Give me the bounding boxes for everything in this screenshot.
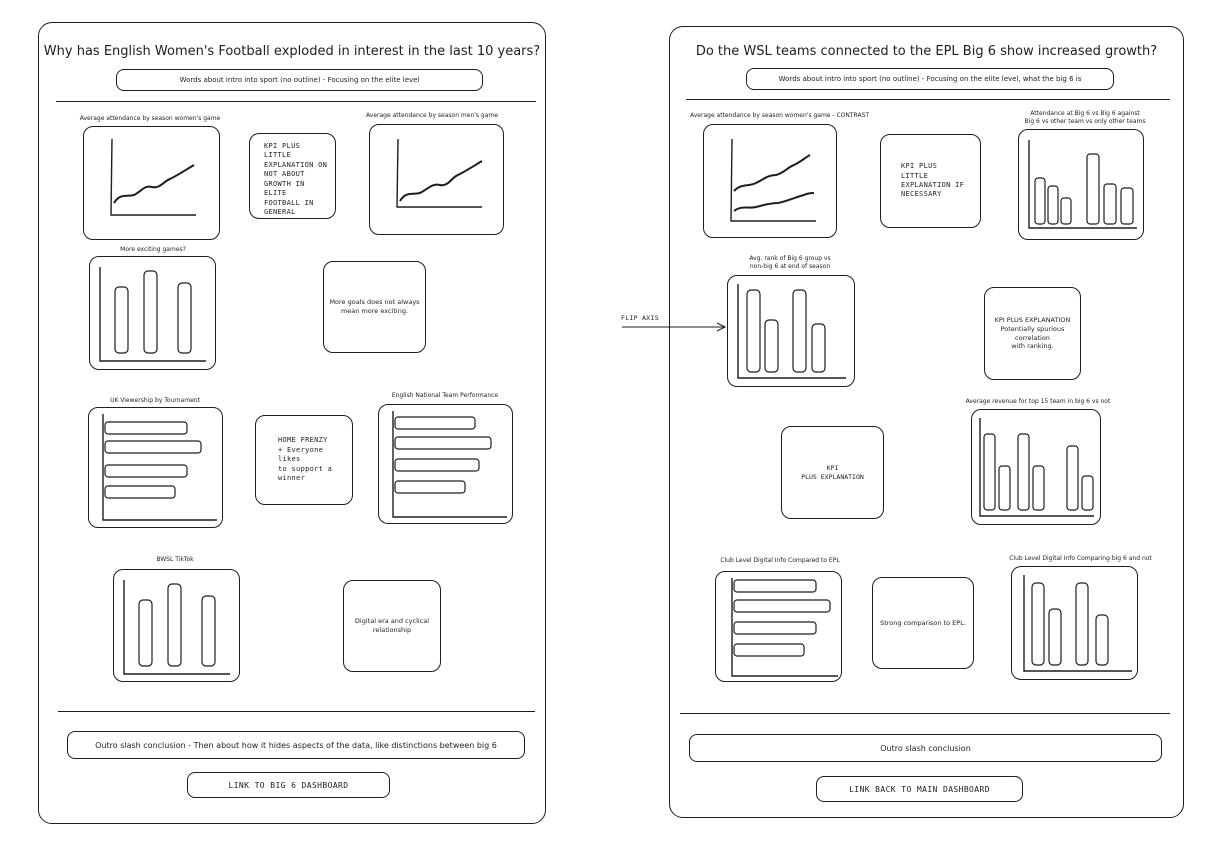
chart-club-epl — [715, 571, 842, 682]
chart-att-men-label: Average attendance by season men's game — [366, 112, 498, 119]
chart-club-epl-label: Club Level Digital Info Compared to EPL — [720, 557, 840, 564]
right-footer-divider — [680, 713, 1170, 714]
kpi-growth-text: KPI PLUS LITTLE EXPLANATION ON NOT ABOUT GROWTH IN ELITE FOOTBALL IN GENERAL — [264, 142, 328, 217]
kpi-plain — [781, 426, 884, 519]
chart-exciting — [89, 256, 216, 370]
note-home-text: HOME FRENZY + Everyone likes to support a winner — [278, 436, 333, 483]
note-digital-text: Digital era and cyclical relationship — [354, 617, 430, 634]
note-strong-text: Strong comparison to EPL. — [880, 618, 966, 627]
chart-exciting-label: More exciting games? — [120, 246, 186, 253]
kpi-plain-text: KPI PLUS EXPLANATION — [801, 463, 864, 481]
link-back-to-main-button[interactable]: LINK BACK TO MAIN DASHBOARD — [816, 776, 1023, 802]
chart-viewership — [88, 407, 223, 528]
link-to-big6-button[interactable]: LINK TO BIG 6 DASHBOARD — [187, 772, 390, 798]
kpi-growth — [249, 133, 336, 219]
left-outro-box: Outro slash conclusion - Then about how it hides aspects of the data, like distinctions between big 6 — [67, 731, 525, 759]
flip-axis-label: FLIP AXIS — [621, 314, 659, 322]
left-footer-divider — [58, 711, 535, 712]
note-home — [255, 415, 353, 505]
flip-axis-arrow-icon — [620, 318, 730, 330]
chart-revenue-label: Average revenue for top 15 team in big 6 vs not — [965, 398, 1111, 405]
chart-rank-label: Avg. rank of Big 6 group vs non-big 6 at end of season — [749, 255, 831, 270]
chart-national — [378, 404, 513, 524]
right-outro-box: Outro slash conclusion — [689, 734, 1162, 762]
chart-att-men — [369, 124, 504, 235]
chart-att-women — [83, 126, 220, 240]
chart-big6-att-label: Attendance at Big 6 vs Big 6 against Big 6 vs other team vs only other teams — [1024, 110, 1146, 125]
chart-rank — [727, 275, 855, 387]
kpi-necessary-text: KPI PLUS LITTLE EXPLANATION IF NECESSARY — [901, 162, 965, 199]
note-goals — [323, 261, 426, 353]
right-page-title: Do the WSL teams connected to the EPL Big 6 show increased growth? — [695, 44, 1158, 59]
right-intro-box: Words about intro into sport (no outline) - Focusing on the elite level, what the big 6 is — [746, 68, 1114, 90]
chart-tiktok — [113, 569, 240, 682]
chart-big6-att — [1018, 129, 1144, 240]
right-header-divider — [686, 99, 1170, 100]
kpi-spurious-text: KPI PLUS EXPLANATION Potentially spurious correlation with ranking. — [994, 315, 1071, 351]
chart-tiktok-label: BWSL TikTok — [156, 556, 194, 563]
left-intro-box: Words about intro into sport (no outline) - Focusing on the elite level — [116, 69, 483, 91]
note-digital — [343, 580, 441, 672]
chart-club-big6-label: Club Level Digital Info Comparing big 6 and not — [1009, 555, 1152, 562]
chart-contrast — [703, 124, 837, 238]
kpi-necessary — [880, 134, 981, 228]
chart-viewership-label: UK Viewership by Tournament — [110, 397, 200, 404]
chart-club-big6 — [1011, 566, 1138, 680]
left-page-title: Why has English Women's Football exploded in interest in the last 10 years? — [43, 44, 541, 59]
note-goals-text: More goals does not always mean more exciting. — [329, 298, 420, 315]
chart-contrast-label: Average attendance by season women's game - CONTRAST — [690, 112, 870, 119]
left-header-divider — [56, 101, 536, 102]
kpi-spurious — [984, 287, 1081, 380]
chart-national-label: English National Team Performance — [391, 392, 499, 399]
note-strong — [872, 577, 974, 669]
chart-revenue — [971, 409, 1101, 525]
chart-att-women-label: Average attendance by season women's game — [79, 115, 221, 122]
